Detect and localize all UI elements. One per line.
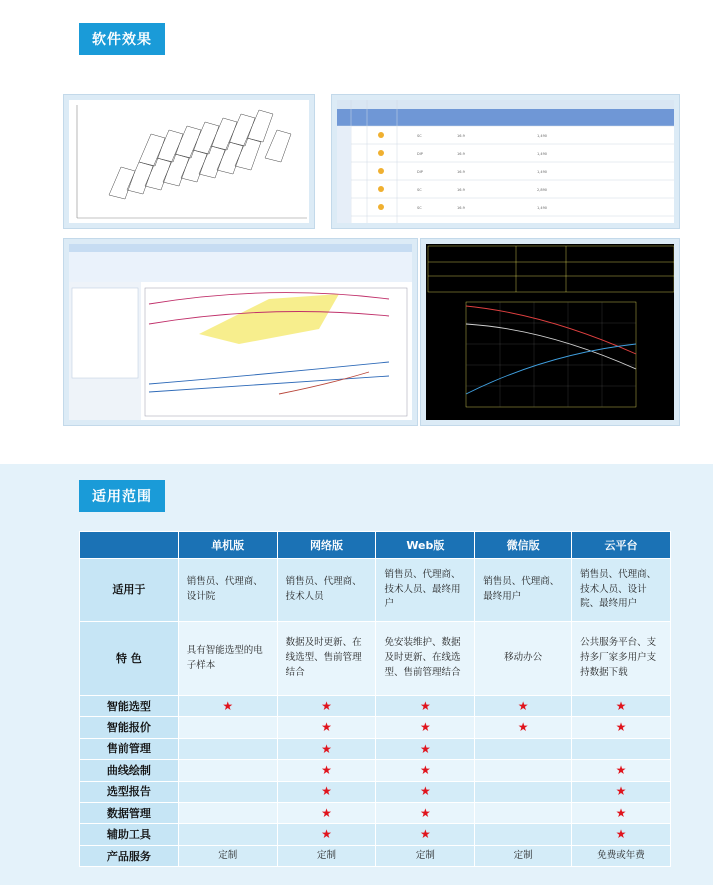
table-cell xyxy=(178,781,277,802)
edition-comparison-table xyxy=(79,531,671,867)
star-mark: ★ xyxy=(277,781,376,802)
table-cell: 定制 xyxy=(178,845,277,867)
curve-software-picture xyxy=(69,244,412,420)
star-mark: ★ xyxy=(572,717,671,738)
star-mark: ★ xyxy=(376,802,475,823)
table-cell: 移动办公 xyxy=(475,622,572,696)
row-label: 适用于 xyxy=(80,559,179,622)
table-row xyxy=(80,760,671,781)
star-mark: ★ xyxy=(277,717,376,738)
table-cell xyxy=(475,760,572,781)
table-cell: 公共服务平台、支持多厂家多用户支持数据下载 xyxy=(572,622,671,696)
software-effects-title: 软件效果 xyxy=(79,23,165,55)
svg-text:DIP: DIP xyxy=(417,152,423,156)
star-mark: ★ xyxy=(475,696,572,717)
star-mark: ★ xyxy=(572,802,671,823)
table-cell: 销售员、代理商、技术人员、设计院、最终用户 xyxy=(572,559,671,622)
star-mark: ★ xyxy=(572,696,671,717)
star-mark: ★ xyxy=(277,738,376,759)
star-mark: ★ xyxy=(376,738,475,759)
row-label: 智能选型 xyxy=(80,696,179,717)
table-cell: 免费或年费 xyxy=(572,845,671,867)
row-label: 辅助工具 xyxy=(80,824,179,845)
star-mark: ★ xyxy=(376,760,475,781)
table-row xyxy=(80,559,671,622)
star-mark: ★ xyxy=(277,802,376,823)
table-cell: 定制 xyxy=(475,845,572,867)
table-cell: 销售员、代理商、技术人员、最终用户 xyxy=(376,559,475,622)
table-cell xyxy=(475,781,572,802)
row-label: 曲线绘制 xyxy=(80,760,179,781)
header-wechat: 微信版 xyxy=(475,532,572,559)
table-row xyxy=(80,781,671,802)
row-label: 特 色 xyxy=(80,622,179,696)
table-cell xyxy=(178,738,277,759)
star-mark: ★ xyxy=(572,824,671,845)
table-cell: 具有智能选型的电子样本 xyxy=(178,622,277,696)
svg-text:16.9: 16.9 xyxy=(457,206,465,210)
table-row xyxy=(80,845,671,867)
svg-text:SC: SC xyxy=(417,206,422,210)
selection-table-picture xyxy=(337,100,674,223)
star-mark: ★ xyxy=(376,696,475,717)
star-mark: ★ xyxy=(277,824,376,845)
star-mark: ★ xyxy=(376,824,475,845)
table-header-row xyxy=(80,532,671,559)
svg-text:SC: SC xyxy=(417,188,422,192)
table-cell xyxy=(475,824,572,845)
svg-text:DIP: DIP xyxy=(417,170,423,174)
table-row xyxy=(80,622,671,696)
surface-plot-picture xyxy=(69,100,309,223)
selection-table-screenshot xyxy=(331,94,680,229)
table-row xyxy=(80,696,671,717)
table-cell: 定制 xyxy=(376,845,475,867)
row-label: 智能报价 xyxy=(80,717,179,738)
svg-text:2,890: 2,890 xyxy=(537,188,548,192)
svg-text:1,490: 1,490 xyxy=(537,152,548,156)
table-cell xyxy=(572,738,671,759)
svg-text:1,490: 1,490 xyxy=(537,206,548,210)
header-network: 网络版 xyxy=(277,532,376,559)
table-cell xyxy=(178,760,277,781)
star-mark: ★ xyxy=(376,717,475,738)
table-cell: 数据及时更新、在线选型、售前管理结合 xyxy=(277,622,376,696)
cad-curve-sheet-picture xyxy=(426,244,674,420)
table-cell: 销售员、代理商、技术人员 xyxy=(277,559,376,622)
header-standalone: 单机版 xyxy=(178,532,277,559)
applicable-scope-title: 适用范围 xyxy=(79,480,165,512)
header-cloud: 云平台 xyxy=(572,532,671,559)
header-corner xyxy=(80,532,179,559)
cad-curve-sheet-screenshot xyxy=(420,238,680,426)
svg-text:1,490: 1,490 xyxy=(537,170,548,174)
table-cell: 定制 xyxy=(277,845,376,867)
row-label: 产品服务 xyxy=(80,845,179,867)
table-cell: 销售员、代理商、设计院 xyxy=(178,559,277,622)
svg-text:16.9: 16.9 xyxy=(457,152,465,156)
table-row xyxy=(80,717,671,738)
star-mark: ★ xyxy=(572,760,671,781)
curve-software-screenshot xyxy=(63,238,418,426)
table-cell xyxy=(475,738,572,759)
table-cell xyxy=(178,824,277,845)
table-cell xyxy=(178,717,277,738)
table-cell: 销售员、代理商、最终用户 xyxy=(475,559,572,622)
row-label: 数据管理 xyxy=(80,802,179,823)
table-cell: 免安装维护、数据及时更新、在线选型、售前管理结合 xyxy=(376,622,475,696)
table-row xyxy=(80,738,671,759)
table-row xyxy=(80,824,671,845)
row-label: 售前管理 xyxy=(80,738,179,759)
header-web: Web版 xyxy=(376,532,475,559)
svg-text:1,490: 1,490 xyxy=(537,134,548,138)
svg-text:SC: SC xyxy=(417,134,422,138)
surface-plot-screenshot xyxy=(63,94,315,229)
svg-text:16.9: 16.9 xyxy=(457,188,465,192)
star-mark: ★ xyxy=(277,760,376,781)
star-mark: ★ xyxy=(475,717,572,738)
row-label: 选型报告 xyxy=(80,781,179,802)
table-cell xyxy=(178,802,277,823)
star-mark: ★ xyxy=(376,781,475,802)
star-mark: ★ xyxy=(277,696,376,717)
table-cell xyxy=(475,802,572,823)
svg-text:16.9: 16.9 xyxy=(457,170,465,174)
svg-text:16.9: 16.9 xyxy=(457,134,465,138)
star-mark: ★ xyxy=(178,696,277,717)
star-mark: ★ xyxy=(572,781,671,802)
table-row xyxy=(80,802,671,823)
